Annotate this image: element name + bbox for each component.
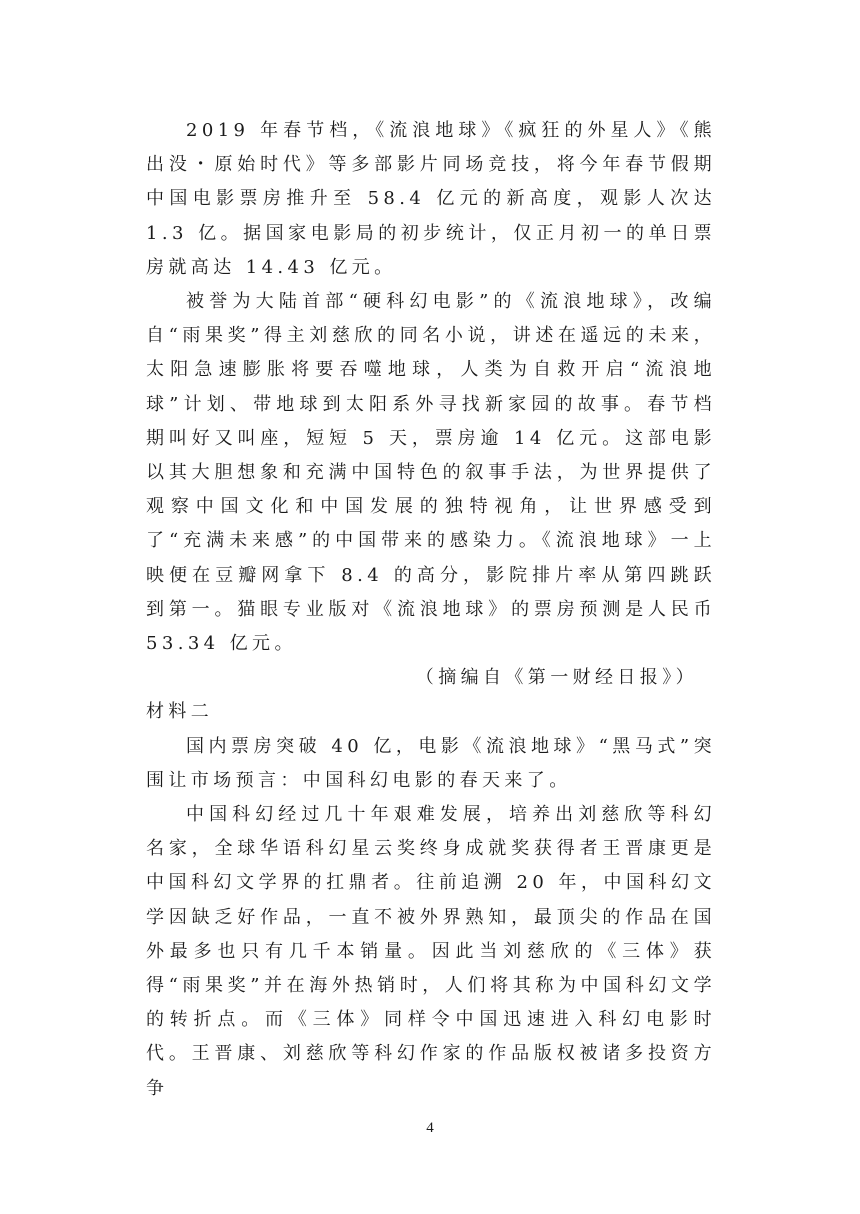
- page-number: 4: [426, 1120, 434, 1136]
- paragraph-wandering-earth: 被誉为大陆首部“硬科幻电影”的《流浪地球》，改编自“雨果奖”得主刘慈欣的同名小说，讲述在遥远的未来，太阳急速膨胀将要吞噬地球，人类为自救开启“流浪地球”计划、带地球到太阳系外寻找新家园的故事。春节档期叫好又叫座，短短 5 天，票房逾 14 亿元。这部电影以其大胆想象和充满中国特色的叙事手法，为世界提供了观察中国文化和中国发展的独特视角，让世界感受到了“充满未来感”的中国带来的感染力。《流浪地球》一上映便在豆瓣网拿下 8.4 的高分，影院排片率从第四跳跃到第一。猫眼专业版对《流浪地球》的票房预测是人民币 53.34 亿元。: [146, 291, 716, 655]
- paragraph-box-office-breakthrough: 国内票房突破 40 亿，电影《流浪地球》“黑马式”突围让市场预言：中国科幻电影的春天来了。: [146, 735, 716, 791]
- paragraph-spring-festival-box-office: 2019 年春节档，《流浪地球》《疯狂的外星人》《熊出没・原始时代》等多部影片同场竞技，将今年春节假期中国电影票房推升至 58.4 亿元的新高度，观影人次达 1.3 亿。据国家电影局的初步统计，仅正月初一的单日票房就高达 14.43 亿元。: [146, 120, 716, 278]
- material-two-heading: 材料二: [146, 701, 214, 723]
- document-body: [146, 114, 716, 1106]
- paragraph-chinese-sci-fi-development: 中国科幻经过几十年艰难发展，培养出刘慈欣等科幻名家，全球华语科幻星云奖终身成就奖获得者王晋康更是中国科幻文学界的扛鼎者。往前追溯 20 年，中国科幻文学因缺乏好作品，一直不被外界熟知，最顶尖的作品在国外最多也只有几千本销量。因此当刘慈欣的《三体》获得“雨果奖”并在海外热销时，人们将其称为中国科幻文学的转折点。而《三体》同样令中国迅速进入科幻电影时代。王晋康、刘慈欣等科幻作家的作品版权被诸多投资方争: [146, 804, 716, 1099]
- source-citation: （摘编自《第一财经日报》）: [415, 667, 698, 689]
